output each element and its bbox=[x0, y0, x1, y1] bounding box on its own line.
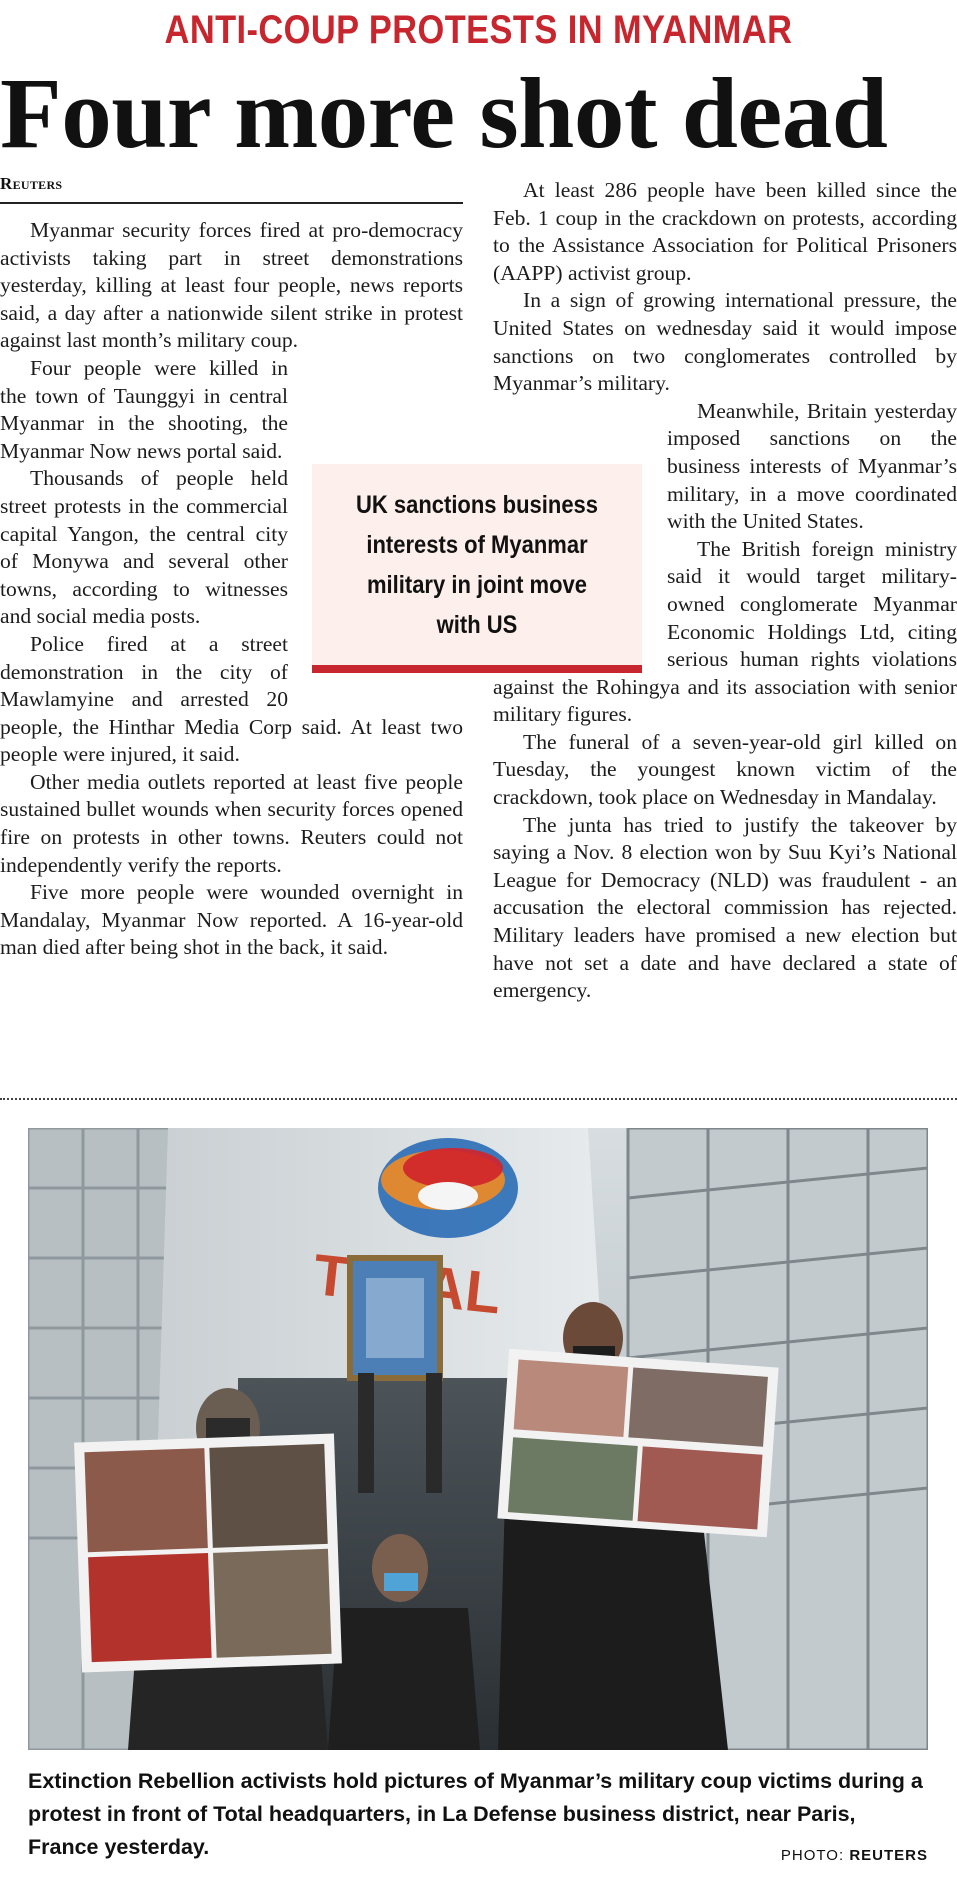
paragraph: Myanmar security forces fired at pro-democracy activists taking part in street demonstrations yesterday, killing at least four people, news reports said, a day after a nationwide silent strike in protest against last month’s military coup. bbox=[0, 218, 463, 353]
paragraph: Four people were killed in the town of Taunggyi in central Myanmar in the shooting, the Myanmar Now news portal said. bbox=[0, 355, 288, 463]
poster-left bbox=[74, 1434, 342, 1673]
photo-credit bbox=[781, 1847, 928, 1864]
pull-quote bbox=[312, 464, 642, 673]
paragraph: The junta has tried to justify the takeover by saying a Nov. 8 election won by Suu Kyi’s National League for Democracy (NLD) was fraudulent - an accusation the electoral commission has rejected. Military leaders have promised a new election but have not set a date and have declared a state of emergency. bbox=[493, 812, 957, 1003]
section-kicker: ANTI-COUP PROTESTS IN MYANMAR bbox=[164, 8, 793, 52]
paragraph: At least 286 people have been killed since the Feb. 1 coup in the crackdown on protests, according to the Assistance Association for Political Prisoners (AAPP) activist group. bbox=[493, 178, 957, 285]
paragraph: Other media outlets reported at least five people sustained bullet wounds when security forces opened fire on protests in other towns. Reuters could not independently verify the reports. bbox=[0, 769, 463, 877]
total-logo bbox=[378, 1138, 518, 1238]
credit-label: PHOTO: bbox=[780, 1847, 845, 1864]
pull-quote-text: UK sanctions business interests of Myanmar military in joint move with US bbox=[355, 490, 599, 639]
paragraph: Police fired at a street demonstration in the city of Mawlamyine and arrested 20 people, the Hinthar Media Corp said. At least two people were injured, it said. bbox=[0, 631, 463, 767]
news-photo bbox=[28, 1128, 928, 1750]
paragraph: Meanwhile, Britain yesterday imposed sanctions on the business interests of Myanmar’s military, in a move coordinated with the United States. bbox=[667, 398, 957, 534]
paragraph: The British foreign ministry said it would target military-owned conglomerate Myanmar Economic Holdings Ltd, citing serious human rights violations against the Rohingya and its association with senior military figures. bbox=[493, 536, 957, 727]
section-divider bbox=[0, 1098, 957, 1100]
paragraph: Five more people were wounded overnight in Mandalay, Myanmar Now reported. A 16-year-old man died after being shot in the back, it said. bbox=[0, 880, 463, 960]
byline-rule bbox=[0, 202, 463, 204]
paragraph: In a sign of growing international pressure, the United States on wednesday said it would impose sanctions on two conglomerates controlled by Myanmar’s military. bbox=[493, 288, 957, 396]
paragraph: Thousands of people held street protests in the commercial capital Yangon, the central city of Monywa and several other towns, according to witnesses and social media posts. bbox=[0, 466, 288, 629]
byline: Reuters bbox=[0, 174, 63, 193]
credit-source: REUTERS bbox=[849, 1847, 928, 1864]
poster-right bbox=[497, 1349, 778, 1537]
paragraph: The funeral of a seven-year-old girl killed on Tuesday, the youngest known victim of the crackdown, took place on Wednesday in Mandalay. bbox=[493, 729, 957, 810]
photo-caption: Extinction Rebellion activists hold pictures of Myanmar’s military coup victims during a protest in front of Total headquarters, in La Defense business district, near Paris, France yesterday. bbox=[28, 1769, 923, 1859]
headline: Four more shot dead bbox=[0, 57, 888, 169]
